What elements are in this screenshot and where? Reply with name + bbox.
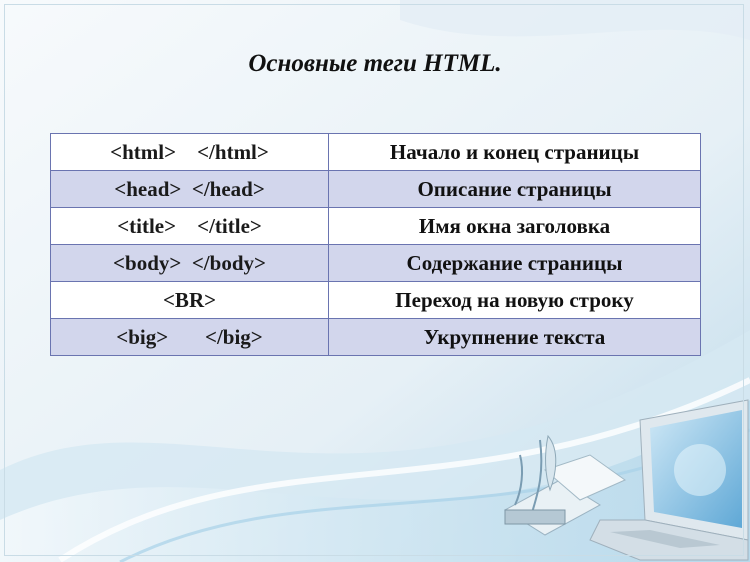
tag-cell bbox=[51, 319, 329, 356]
description-cell: Имя окна заголовка bbox=[329, 208, 701, 245]
close-tag: </head> bbox=[191, 176, 265, 201]
open-tag: <head> bbox=[114, 176, 182, 201]
table-row bbox=[51, 319, 701, 356]
slide-title: Основные теги HTML. bbox=[248, 50, 502, 77]
open-tag: <BR> bbox=[162, 287, 217, 312]
table-row bbox=[51, 208, 701, 245]
open-tag: <big> bbox=[116, 324, 169, 349]
close-tag: </title> bbox=[197, 213, 262, 238]
tag-cell bbox=[51, 282, 329, 319]
open-tag: <title> bbox=[117, 213, 177, 238]
description-cell: Укрупнение текста bbox=[329, 319, 701, 356]
tag-cell bbox=[51, 171, 329, 208]
close-tag: </big> bbox=[204, 324, 263, 349]
tag-cell bbox=[51, 208, 329, 245]
tag-cell bbox=[51, 245, 329, 282]
open-tag: <body> bbox=[113, 250, 182, 275]
table-row bbox=[51, 282, 701, 319]
html-tags-table bbox=[50, 133, 701, 356]
close-tag: </html> bbox=[197, 139, 269, 164]
description-cell: Содержание страницы bbox=[329, 245, 701, 282]
table-row bbox=[51, 245, 701, 282]
table-row bbox=[51, 134, 701, 171]
description-cell: Описание страницы bbox=[329, 171, 701, 208]
open-tag: <html> bbox=[110, 139, 177, 164]
table-row bbox=[51, 171, 701, 208]
close-tag: </body> bbox=[191, 250, 266, 275]
tag-cell bbox=[51, 134, 329, 171]
description-cell: Переход на новую строку bbox=[329, 282, 701, 319]
description-cell: Начало и конец страницы bbox=[329, 134, 701, 171]
